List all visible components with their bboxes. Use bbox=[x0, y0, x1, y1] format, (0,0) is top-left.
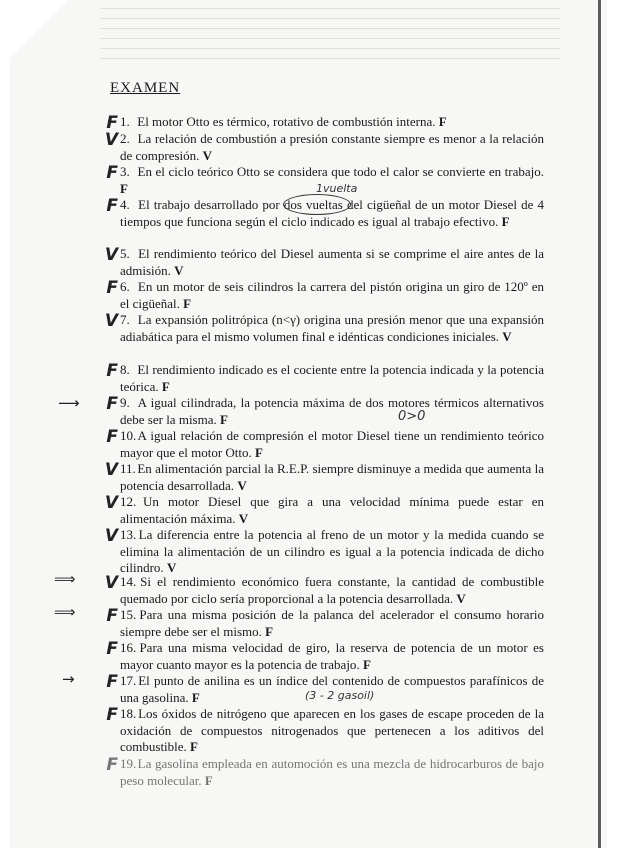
question-18 bbox=[120, 706, 544, 756]
question-number: 14. bbox=[120, 574, 137, 589]
bleed-through-text bbox=[100, 8, 560, 68]
answer-annotation: F bbox=[204, 772, 213, 788]
question-number: 19. bbox=[120, 756, 137, 771]
question-number: 8. bbox=[120, 362, 130, 377]
question-16 bbox=[120, 640, 544, 673]
question-text: En alimentación parcial la R.E.P. siempre disminuye a medida que aumenta la potencia desarrollada. bbox=[120, 461, 545, 493]
question-text: La expansión politrópica (n<γ) origina una presión menor que una expansión adiabática para el mismo volumen final e idénticas condiciones iniciales. bbox=[120, 312, 544, 344]
arrow-icon: ⟶ bbox=[58, 394, 80, 412]
question-text: Para una misma velocidad de giro, la reserva de potencia de un motor es mayor cuanto mayor es la potencia de trabajo. bbox=[120, 640, 544, 672]
answer-annotation: F bbox=[362, 656, 371, 672]
answer-annotation: F bbox=[501, 213, 510, 229]
question-5 bbox=[120, 246, 544, 279]
answer-annotation: F bbox=[438, 114, 447, 129]
question-9 bbox=[120, 395, 544, 428]
question-8 bbox=[120, 362, 544, 395]
question-text: La gasolina empleada en automoción es una mezcla de hidrocarburos de bajo peso molecular. bbox=[120, 756, 544, 788]
answer-annotation: V bbox=[202, 147, 213, 163]
answer-annotation: F bbox=[190, 739, 198, 754]
question-text: El trabajo desarrollado por dos vueltas del cigüeñal de un motor Diesel de 4 tiempos que funciona según el ciclo indicado es igual al trabajo efectivo. bbox=[120, 197, 545, 229]
question-number: 2. bbox=[120, 131, 130, 146]
answer-annotation: F bbox=[161, 378, 170, 394]
question-text: Si el rendimiento económico fuera constante, la cantidad de combustible quemado por ciclo sería proporcional a la potencia desarrollada. bbox=[120, 574, 544, 606]
question-number: 1. bbox=[120, 114, 130, 129]
question-10 bbox=[120, 428, 544, 461]
answer-mark: F bbox=[106, 606, 118, 626]
question-text: A igual relación de compresión el motor Diesel tiene un rendimiento teórico mayor que el motor Otto. bbox=[120, 428, 544, 460]
answer-mark: F bbox=[106, 278, 118, 298]
handwritten-note: 0>0 bbox=[398, 409, 426, 424]
answer-mark: V bbox=[104, 130, 118, 150]
question-2 bbox=[120, 131, 544, 164]
question-14 bbox=[120, 574, 544, 607]
question-number: 11. bbox=[120, 461, 136, 476]
question-number: 9. bbox=[120, 395, 130, 410]
answer-mark: V bbox=[104, 311, 118, 331]
question-text: Los óxidos de nitrógeno que aparecen en los gases de escape proceden de la oxidación de compuestos nitrogenados que pertenecen a los aditivos del combustible. bbox=[120, 706, 545, 754]
handwritten-note: (3 - 2 gasoil) bbox=[305, 689, 375, 702]
arrow-icon: ⟹ bbox=[54, 570, 76, 588]
question-text: En el ciclo teórico Otto se considera que todo el calor se convierte en trabajo. bbox=[137, 164, 545, 179]
question-text: El punto de anilina es un índice del contenido de compuestos parafínicos de una gasolina. bbox=[120, 673, 544, 705]
question-number: 16. bbox=[120, 640, 137, 655]
answer-mark: F bbox=[106, 705, 118, 725]
question-11 bbox=[120, 461, 544, 494]
answer-annotation: F bbox=[255, 444, 263, 460]
arrow-icon: → bbox=[62, 670, 75, 688]
question-15 bbox=[120, 607, 544, 640]
answer-annotation: F bbox=[220, 411, 228, 427]
handwritten-note: 1vuelta bbox=[316, 182, 358, 195]
question-7 bbox=[120, 312, 544, 345]
page-edge-shadow bbox=[598, 0, 601, 848]
question-text: El rendimiento teórico del Diesel aumenta si se comprime el aire antes de la admisión. bbox=[120, 246, 544, 278]
answer-mark: F bbox=[106, 113, 118, 133]
answer-annotation: F bbox=[183, 295, 192, 311]
answer-mark: V bbox=[104, 573, 118, 593]
question-number: 3. bbox=[120, 164, 130, 179]
answer-mark: F bbox=[106, 163, 118, 183]
answer-annotation: V bbox=[237, 477, 247, 493]
arrow-icon: ⟹ bbox=[54, 603, 76, 621]
answer-mark: F bbox=[106, 427, 118, 447]
question-text: La relación de combustión a presión constante siempre es menor a la relación de compresión. bbox=[120, 131, 545, 163]
question-number: 13. bbox=[120, 527, 137, 542]
answer-mark: F bbox=[106, 639, 118, 659]
question-6 bbox=[120, 279, 544, 312]
answer-mark: V bbox=[104, 460, 118, 480]
answer-annotation: F bbox=[191, 689, 200, 705]
answer-annotation: V bbox=[166, 560, 177, 575]
question-number: 6. bbox=[120, 279, 130, 294]
question-text: La diferencia entre la potencia al freno de un motor y la medida cuando se elimina la alimentación de un cilindro es igual a la potencia indicada de dicho cilindro. bbox=[120, 527, 545, 575]
question-19 bbox=[120, 756, 544, 789]
question-number: 15. bbox=[120, 607, 137, 622]
question-text: El motor Otto es térmico, rotativo de combustión interna. bbox=[137, 114, 436, 129]
question-12 bbox=[120, 494, 544, 527]
folded-corner bbox=[10, 0, 68, 58]
answer-annotation: V bbox=[456, 590, 466, 606]
answer-annotation: V bbox=[174, 262, 184, 278]
answer-mark: V bbox=[104, 245, 118, 265]
exam-title: EXAMEN bbox=[110, 80, 181, 96]
question-number: 5. bbox=[120, 246, 130, 261]
question-number: 17. bbox=[120, 673, 137, 688]
question-13 bbox=[120, 527, 544, 577]
question-number: 7. bbox=[120, 312, 130, 327]
answer-annotation: F bbox=[265, 623, 274, 639]
answer-mark: F bbox=[106, 361, 118, 381]
answer-annotation: F bbox=[120, 180, 128, 196]
answer-mark: V bbox=[104, 493, 118, 513]
question-text: En un motor de seis cilindros la carrera del pistón origina un giro de 120º en el cigüeñal. bbox=[120, 279, 545, 311]
question-text: El rendimiento indicado es el cociente entre la potencia indicada y la potencia teórica. bbox=[120, 362, 544, 394]
question-number: 12. bbox=[120, 494, 137, 509]
question-text: Para una misma posición de la palanca del acelerador el consumo horario siempre debe ser el mismo. bbox=[120, 607, 545, 639]
question-1 bbox=[120, 114, 544, 131]
answer-annotation: V bbox=[502, 328, 512, 344]
question-number: 4. bbox=[120, 197, 130, 212]
circled-phrase bbox=[283, 194, 351, 215]
answer-annotation: V bbox=[238, 510, 249, 526]
question-text: A igual cilindrada, la potencia máxima de dos motores térmicos alternativos debe ser la misma. bbox=[120, 395, 544, 427]
answer-mark: F bbox=[106, 394, 118, 414]
answer-mark: F bbox=[106, 755, 118, 775]
question-number: 10. bbox=[120, 428, 137, 443]
answer-mark: V bbox=[104, 526, 118, 546]
answer-mark: F bbox=[106, 196, 118, 216]
question-number: 18. bbox=[120, 706, 137, 721]
question-text: Un motor Diesel que gira a una velocidad mínima puede estar en alimentación máxima. bbox=[120, 494, 545, 526]
answer-mark: F bbox=[106, 672, 118, 692]
